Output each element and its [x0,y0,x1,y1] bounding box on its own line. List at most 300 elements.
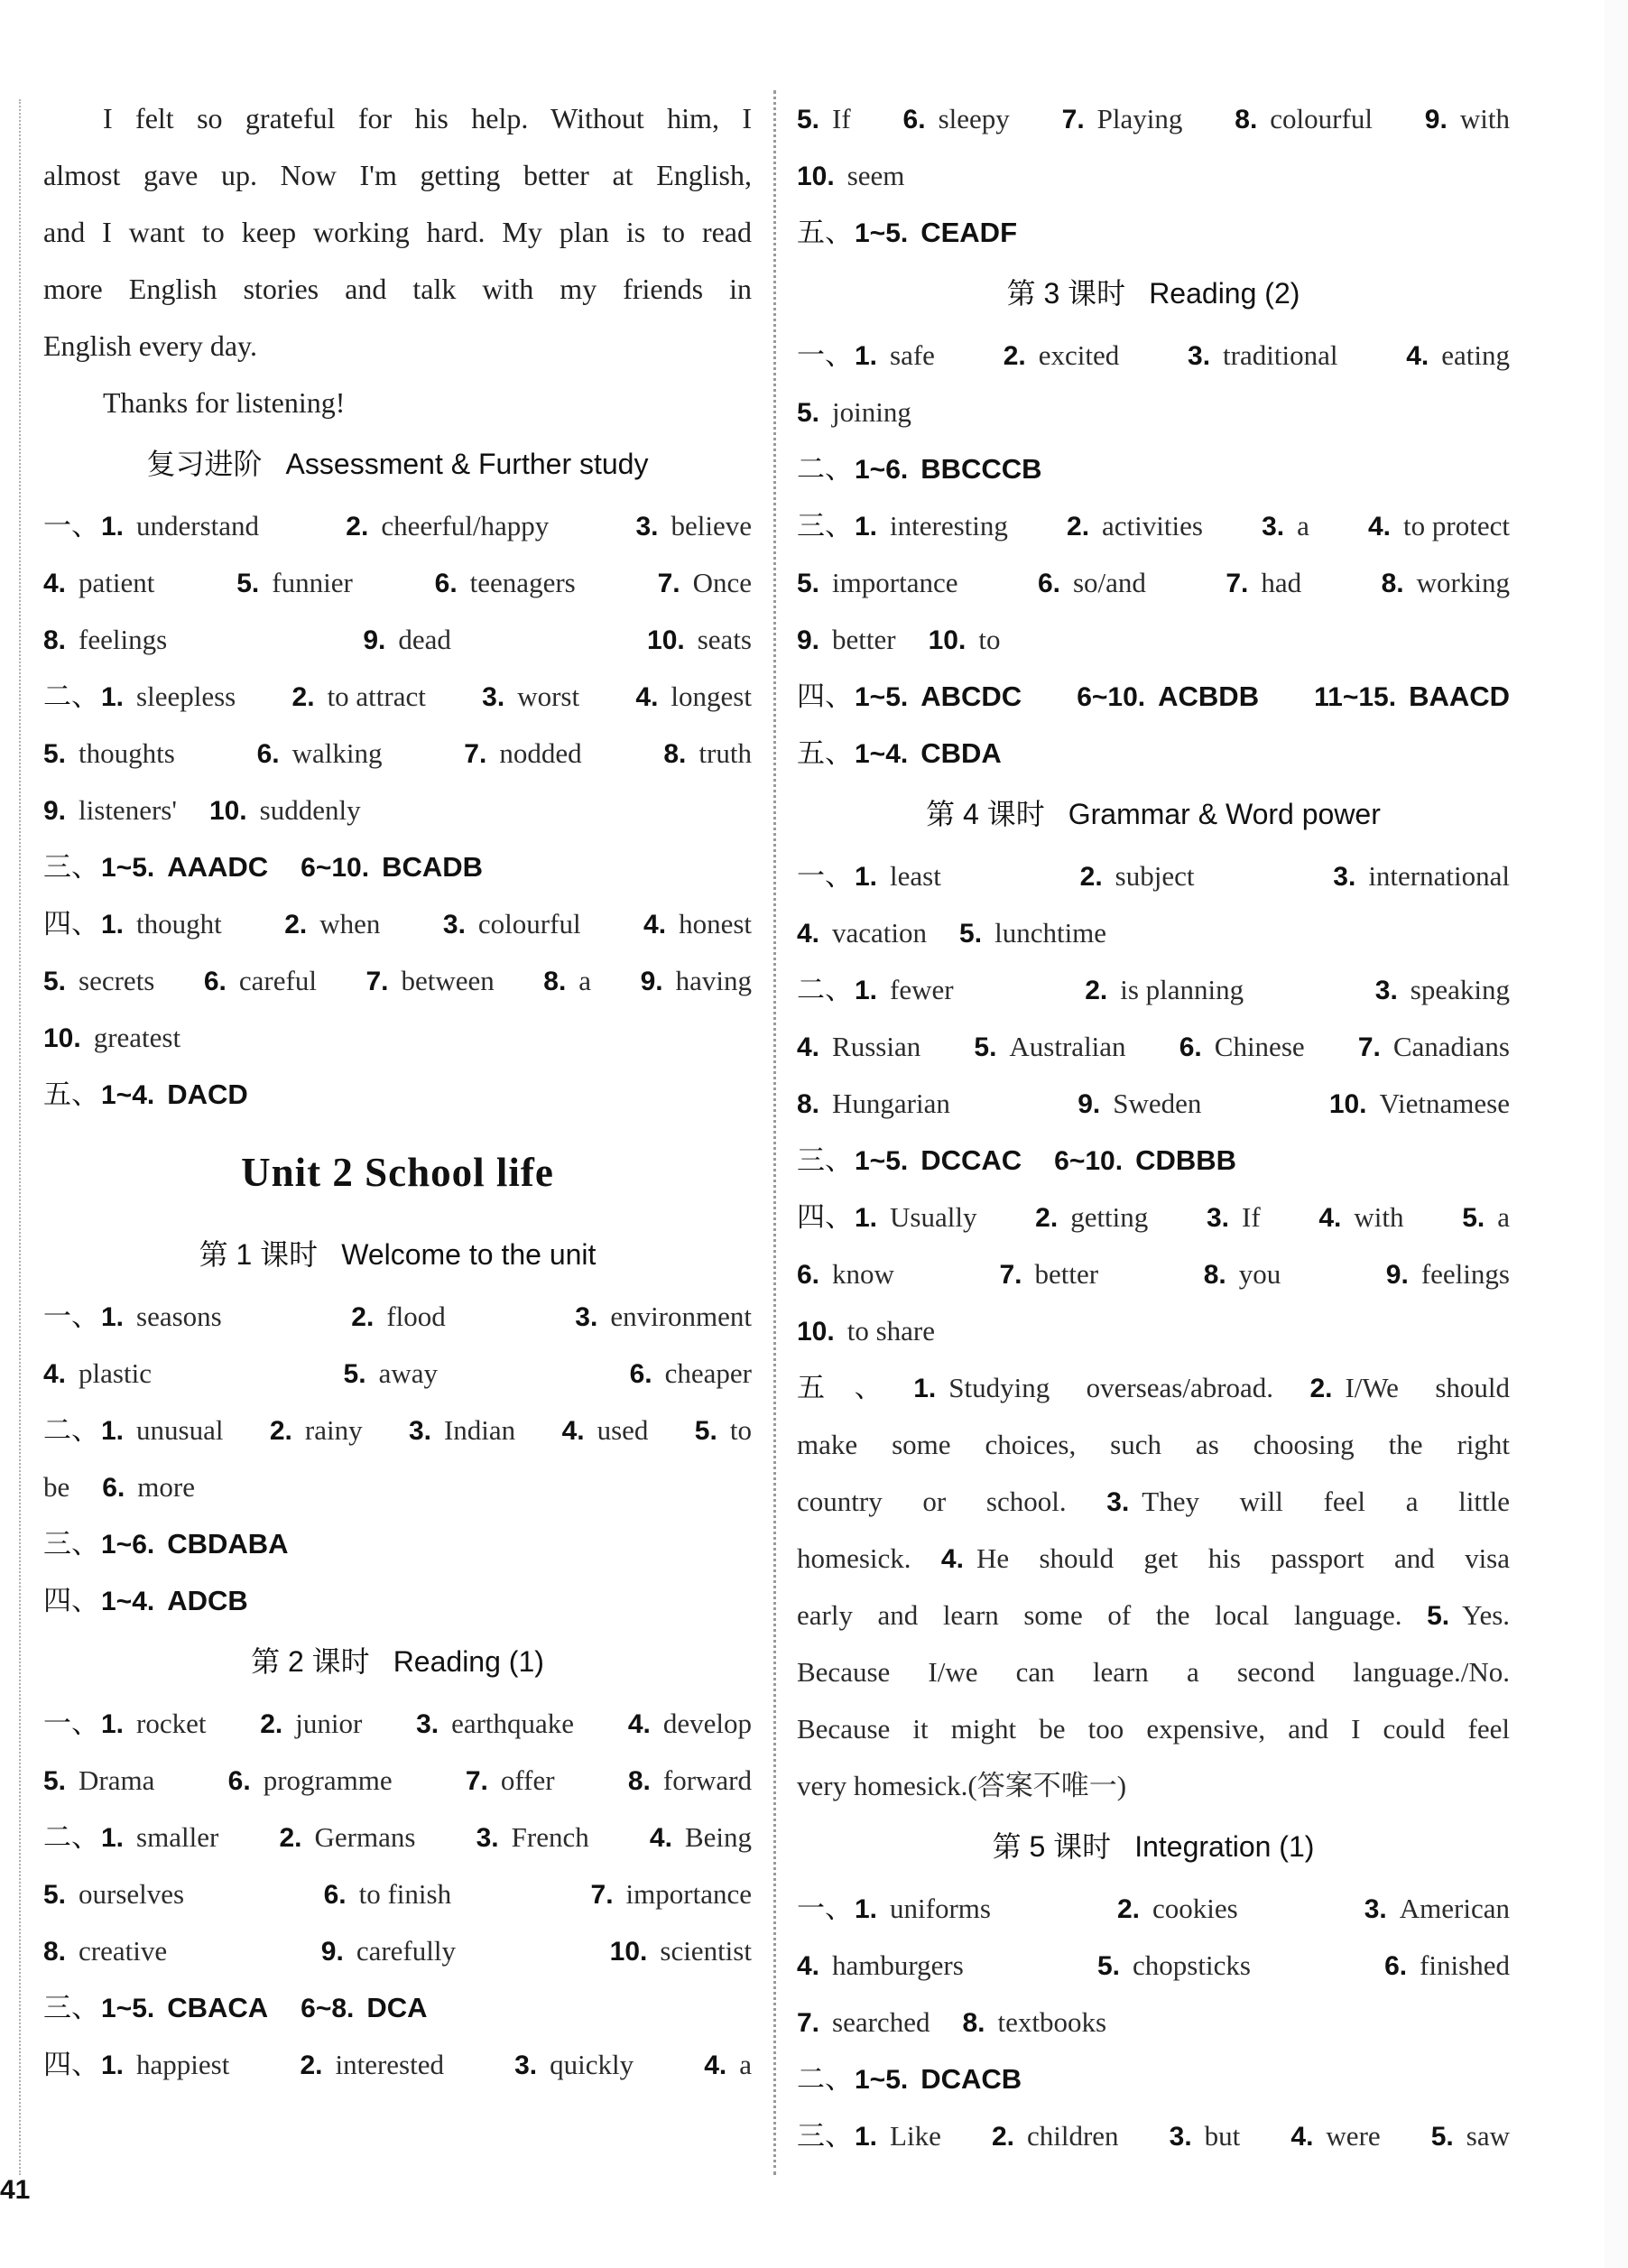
answer-word: eating [1441,339,1510,371]
answer-item [992,2107,1119,2164]
answer-word: feelings [1420,1258,1510,1290]
answer-word: subject [1115,860,1195,892]
answer-word: a [578,965,592,996]
item-number: 1. [101,1823,125,1853]
item-number: 5. [694,1416,717,1446]
answer-item [635,668,752,725]
item-number: 10. [208,796,247,826]
section-marker: 五、 [797,217,853,248]
answer-word: forward [662,1764,752,1796]
answer-item [43,1922,167,1979]
answer-item [543,952,591,1009]
answer-item [1077,668,1259,725]
answer-word: rocket [136,1708,207,1739]
item-number: 4. [1318,1203,1342,1233]
answer-item [658,554,752,611]
item-number: 1~6. [855,455,909,485]
answer-item [346,497,549,554]
speech-passage [43,90,752,431]
answer-line [797,725,1510,782]
answer-word: ourselves [79,1878,185,1910]
answer-item [1333,847,1510,904]
item-number: 6. [256,739,280,769]
answer-line [797,1937,1510,1994]
item-number: 1. [101,1302,125,1332]
item-number: 1~4. [101,1080,155,1110]
answer-word: importance [832,567,958,598]
item-number: 9. [797,625,820,655]
item-number: 4. [1290,2122,1314,2152]
item-number: 7. [999,1260,1022,1290]
answer-item [416,1695,574,1752]
passage-line: and I want to keep working hard. My plan is to read [43,216,752,248]
item-number: 4. [704,2050,727,2080]
answer-letters: CBDA [920,737,1002,769]
answer-word: a [739,2049,752,2080]
answer-item [1368,497,1510,554]
item-number: 3. [575,1302,598,1332]
answer-item [797,90,851,147]
answer-item [663,725,752,782]
item-number: 2. [291,682,315,712]
answer-item [1382,554,1510,611]
answer-item [641,952,752,1009]
answer-line [797,1132,1510,1189]
item-number: 4. [43,569,67,598]
item-number: 1~5. [855,682,909,712]
item-number: 5. [236,569,260,598]
answer-line [43,1695,752,1752]
answer-word: thought [136,908,222,940]
answer-item [797,204,1017,261]
answer-letters: DACD [167,1078,248,1110]
answer-word: Russian [832,1031,921,1062]
answer-item [1204,1245,1281,1302]
answer-item [797,2107,941,2164]
item-number: 2. [351,1302,375,1332]
answer-item [630,1345,752,1402]
answer-word: careful [238,965,317,996]
answer-item [43,782,177,838]
lesson-3-header: 第 3 课时 Reading (2) [1006,277,1300,310]
answer-word: having [675,965,752,996]
item-number: 2. [284,910,308,940]
answer-word: you [1238,1258,1281,1290]
answer-word: finished [1420,1949,1510,1981]
answer-word: better [832,624,896,655]
answer-item [797,1018,920,1075]
answer-word: programme [263,1764,393,1796]
answer-item [1000,1245,1099,1302]
item-number: 8. [43,625,67,655]
section-marker: 一、 [43,510,99,542]
answer-item [797,327,935,384]
item-number: 1~5. [855,2065,909,2095]
answer-item [476,1809,589,1865]
item-number: 6. [434,569,458,598]
answer-word: Playing [1096,103,1183,134]
answer-word: international [1368,860,1510,892]
item-number: 7. [657,569,680,598]
answer-item [903,90,1010,147]
answer-item [628,1752,752,1809]
answer-word: had [1261,567,1302,598]
item-number: 6~10. [1054,1146,1124,1176]
item-number: 6~8. [301,1994,355,2023]
answer-sentence: They will feel a little [1142,1486,1510,1517]
answer-word: getting [1070,1201,1149,1233]
answer-item [292,668,426,725]
answer-letters: AAADC [167,851,269,883]
open-answer-line [797,1359,1510,1416]
answer-line [797,1018,1510,1075]
answer-item [974,1018,1125,1075]
item-number: 2. [991,2122,1014,2152]
item-number: 2. [279,1823,302,1853]
answer-item [1462,1189,1510,1245]
item-number: 5. [959,919,983,949]
answer-line [797,668,1510,725]
answer-item [43,1288,222,1345]
answer-item [1290,2107,1380,2164]
item-number: 1~4. [101,1587,155,1616]
item-number: 5. [43,967,67,996]
answer-word: truth [698,737,752,769]
item-number: 5. [1427,1601,1450,1631]
answer-item [959,904,1106,961]
answer-word: speaking [1410,974,1510,1005]
answer-line [43,554,752,611]
answer-item [650,1809,752,1865]
lesson-2-header: 第 2 课时 Reading (1) [251,1645,544,1678]
answer-item [257,725,383,782]
item-number: 5. [797,569,820,598]
item-number: 3. [482,682,505,712]
item-number: 1. [855,512,878,542]
item-number: 8. [543,967,567,996]
item-number: 6. [1384,1951,1408,1981]
answer-word: textbooks [997,2006,1107,2038]
answer-letters: ABCDC [920,680,1022,712]
answer-sentence: Because it might be too expensive, and I could feel [797,1713,1510,1745]
section-marker: 二、 [43,1821,99,1853]
answer-word: Chinese [1214,1031,1305,1062]
answer-item [797,1302,935,1359]
answer-item [1375,961,1510,1018]
answer-word: junior [295,1708,363,1739]
item-number: 4. [561,1416,585,1446]
review-answers [43,497,752,1123]
item-number: 10. [609,1937,648,1967]
passage-line: I felt so grateful for his help. Without him, I [103,102,752,134]
answer-word: earthquake [451,1708,575,1739]
answer-word: secrets [79,965,155,996]
answer-word: colourful [477,908,581,940]
item-number: 6~10. [1077,682,1146,712]
answer-letters: BAACD [1409,680,1510,712]
answer-item [1384,1937,1510,1994]
answer-line [797,611,1510,668]
answer-word: Usually [890,1201,977,1233]
answer-word: used [597,1414,649,1446]
answer-item [647,611,752,668]
answer-item [43,1345,152,1402]
answer-item [43,2036,229,2093]
item-number: 1. [855,2122,878,2152]
answer-word: fewer [890,974,954,1005]
item-number: 6. [227,1766,251,1796]
answer-item [43,725,175,782]
item-number: 3. [408,1416,431,1446]
answer-letters: CBDABA [167,1528,289,1560]
item-number: 3. [416,1709,439,1739]
item-number: 10. [797,162,835,191]
answer-item [643,895,752,952]
answer-line [43,1515,752,1572]
lesson-5-answers [797,1880,1510,2164]
item-number: 8. [627,1766,651,1796]
review-header: 复习进阶 Assessment & Further study [146,448,649,480]
passage-line: Thanks for listening! [103,386,346,419]
answer-item [797,725,1002,782]
answer-word: to attract [327,680,426,712]
answer-line [43,782,752,838]
answer-letters: CDBBB [1135,1144,1237,1176]
answer-item [1188,327,1337,384]
answer-line [43,895,752,952]
item-number: 9. [1385,1260,1409,1290]
lesson-3-answers [797,327,1510,782]
item-number: 3. [1106,1487,1130,1517]
answer-line [43,1066,752,1123]
answer-word: away [378,1357,438,1389]
item-number: 9. [320,1937,344,1967]
answer-item [43,1402,223,1458]
item-number: 3. [1169,2122,1192,2152]
answer-word: interesting [890,510,1008,542]
answer-word: seats [697,624,752,655]
answer-word: lunchtime [994,917,1107,949]
item-number: 10. [43,1023,81,1053]
section-marker: 一、 [43,1708,99,1739]
answer-item [695,1402,752,1458]
answer-item [301,838,483,895]
answer-line [43,1345,752,1402]
item-number: 5. [1097,1951,1121,1981]
answer-word: Like [890,2120,941,2152]
answer-sentence: I/We should [1345,1372,1510,1403]
column-divider [773,90,776,2175]
item-number: 8. [962,2008,985,2038]
answer-word: creative [79,1935,168,1967]
answer-item [1170,2107,1241,2164]
answer-word: seasons [136,1301,222,1332]
item-number: 9. [1424,105,1448,134]
answer-word: vacation [832,917,928,949]
answer-line [797,847,1510,904]
answer-item [1117,1880,1238,1937]
answer-sentence: Studying overseas/abroad. [948,1372,1274,1403]
answer-line [797,384,1510,440]
answer-item [284,895,380,952]
answer-word: scientist [660,1935,752,1967]
item-number: 1. [855,862,878,892]
answer-item [102,1458,195,1515]
item-number: 1~5. [101,853,155,883]
item-number: 5. [43,1766,67,1796]
section-marker: 二、 [797,974,853,1005]
answer-item [1080,847,1195,904]
answer-item [797,904,927,961]
open-answer-line [797,1473,1510,1530]
answer-word: thoughts [79,737,175,769]
answer-item [635,497,752,554]
answer-item [43,1009,180,1066]
item-number: 3. [635,512,659,542]
answer-word: believe [671,510,752,542]
answer-word: better [1034,1258,1099,1290]
answer-word: be [43,1471,70,1503]
answer-word: plastic [79,1357,152,1389]
answer-word: Canadians [1392,1031,1510,1062]
answer-word: to share [846,1315,935,1347]
answer-item [591,1865,752,1922]
section-marker: 二、 [43,680,99,712]
passage-line: more English stories and talk with my friends in [43,273,752,305]
answer-word: walking [291,737,383,769]
answer-word: cookies [1152,1893,1238,1924]
answer-word: more [137,1471,195,1503]
answer-item [1364,1880,1510,1937]
answer-word: to [978,624,1001,655]
section-marker: 三、 [43,851,99,883]
answer-line [797,961,1510,1018]
answer-word: working [1416,567,1510,598]
answer-sentence: Yes. [1462,1599,1511,1631]
item-number: 10. [797,1317,835,1347]
item-number: 7. [465,1766,488,1796]
item-number: 8. [1381,569,1404,598]
section-marker: 二、 [797,453,853,485]
answer-word: dead [398,624,451,655]
lesson-4-open-answers [797,1359,1510,1814]
answer-word: flood [386,1301,446,1332]
answer-word: sleepy [938,103,1010,134]
answer-item [43,952,154,1009]
item-number: 5. [797,105,820,134]
item-number: 9. [640,967,663,996]
item-number: 7. [590,1880,614,1910]
item-number: 7. [797,2008,820,2038]
answer-word: traditional [1223,339,1338,371]
answer-item [704,2036,752,2093]
answer-item [209,782,361,838]
answer-item [43,1572,248,1629]
answer-letters: DCACB [920,2063,1022,2095]
answer-item [575,1288,752,1345]
margin-rule [19,99,21,2175]
section-marker: 四、 [43,2049,99,2080]
answer-item [228,1752,393,1809]
answer-item [204,952,317,1009]
item-number: 6. [102,1473,125,1503]
answer-line [43,838,752,895]
answer-item [300,2036,444,2093]
item-number: 2. [1067,512,1090,542]
answer-line [797,2107,1510,2164]
answer-word: suddenly [259,794,361,826]
item-number: 3. [1206,1203,1230,1233]
answer-sentence: country or school. [797,1486,1067,1517]
answer-letters: BCADB [382,851,484,883]
answer-word: to [729,1414,752,1446]
answer-item [43,554,154,611]
answer-letters: ADCB [167,1585,248,1616]
item-number: 4. [1406,341,1429,371]
answer-item [797,1880,991,1937]
answer-sentence: Because I/we can learn a second language./No. [797,1656,1510,1688]
answer-line [43,1402,752,1458]
answer-letters: DCCAC [920,1144,1022,1176]
answer-item [409,1402,515,1458]
answer-word: with [1354,1201,1404,1233]
answer-word: know [832,1258,894,1290]
answer-letters: BBCCCB [920,453,1042,485]
answer-word: but [1204,2120,1241,2152]
answer-item [610,1922,752,1979]
item-number: 2. [1003,341,1026,371]
answer-word: teenagers [469,567,576,598]
item-number: 7. [1226,569,1249,598]
item-number: 2. [1035,1203,1059,1233]
answer-word: is planning [1120,974,1244,1005]
answer-line [797,2050,1510,2107]
section-marker: 四、 [797,1201,853,1233]
answer-item [43,1752,154,1809]
answer-word: colourful [1270,103,1373,134]
answer-word: excited [1038,339,1120,371]
item-number: 2. [269,1416,292,1446]
answer-item [466,1752,555,1809]
item-number: 3. [1262,512,1285,542]
answer-item [1078,1075,1201,1132]
item-number: 10. [928,625,967,655]
item-number: 9. [363,625,386,655]
answer-line [797,147,1510,204]
answer-item [43,1695,207,1752]
answer-item [797,2050,1022,2107]
answer-item [797,1245,894,1302]
answer-item [797,1189,976,1245]
answer-item [1318,1189,1403,1245]
answer-word: a [1497,1201,1510,1233]
answer-word: American [1399,1893,1510,1924]
item-number: 1~5. [855,1146,909,1176]
answer-word: funnier [272,567,353,598]
page-number: 41 [0,2175,31,2205]
answer-item [797,1937,964,1994]
item-number: 1. [101,512,125,542]
section-marker: 一、 [43,1301,99,1332]
section-marker: 三、 [43,1528,99,1560]
answer-sentence: homesick. [797,1542,911,1574]
item-number: 8. [797,1089,820,1119]
answer-line [797,554,1510,611]
answer-line [43,1922,752,1979]
item-number: 7. [1357,1032,1381,1062]
item-number: 5. [797,398,820,428]
item-number: 1~5. [101,1994,155,2023]
